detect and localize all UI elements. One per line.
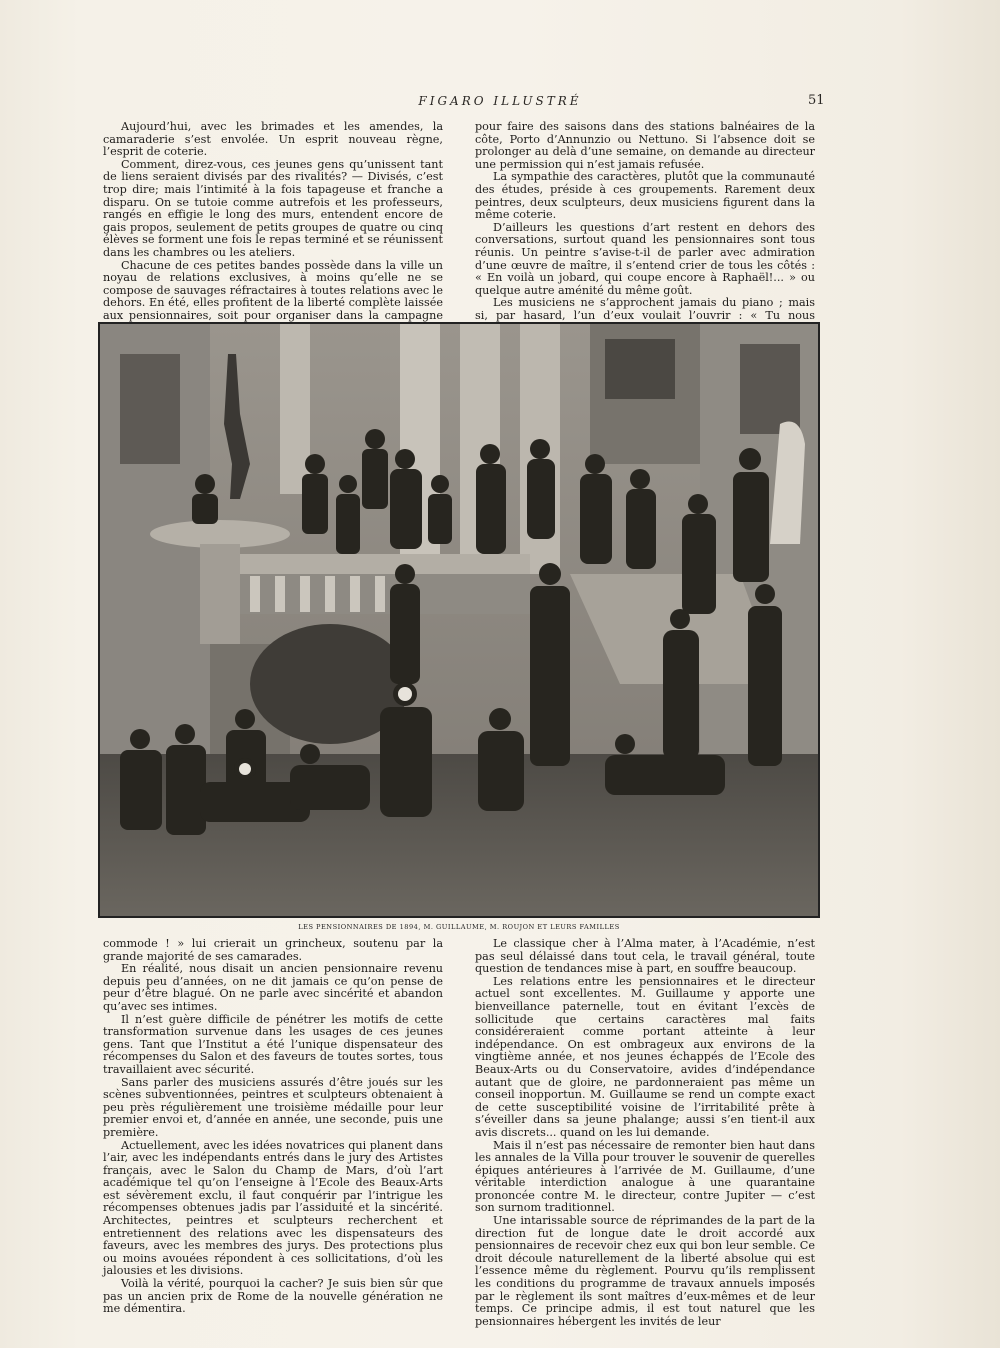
- paragraph: D’ailleurs les questions d’art restent en dehors des conversations, surtout quand les pensionnaires sont tous réunis. Un peintre s’avise-t-il de parler avec admiration d’une œuvre de maître, il s’entend crier de tous les côtés : « En voilà un jobard, qui coupe encore à Raphaël!... » ou quelque autre aménité du même goût.: [475, 220, 815, 297]
- paragraph: Les musiciens ne s’approchent jamais du piano ; mais si, par hasard, l’un d’eux voulait l’ouvrir : « Tu nous: [475, 296, 815, 322]
- paragraph: Comment, direz-vous, ces jeunes gens qu’unissent tant de liens seraient divisés par des rivalités? — Divisés, c’est trop dire; mais l’intimité à la fois tapageuse et franche a disparu. On se tutoie comme autrefois et les professeurs, rangés en effigie le long des murs, entendent encore de gais propos, seulement de petits groupes de quatre ou cinq élèves se forment une fois le repas terminé et se réunissent dans les chambres ou les ateliers.: [103, 157, 443, 259]
- paragraph: La sympathie des caractères, plutôt que la communauté des études, préside à ces groupements. Rarement deux peintres, deux sculpteurs, deux musiciens figurent dans la même coterie.: [475, 170, 815, 222]
- column-top-left: [103, 121, 443, 348]
- column-top-right: [475, 121, 815, 335]
- column-bottom-right: [475, 938, 815, 1328]
- paragraph: Sans parler des musiciens assurés d’être joués sur les scènes subventionnées, peintres et sculpteurs obtenaient à peu près régulièrement une troisième médaille pour leur premier envoi et, d’année en année, une seconde, puis une première.: [103, 1075, 443, 1139]
- group-photograph: [98, 322, 820, 918]
- photograph-illustration: [100, 324, 818, 916]
- paragraph: Il n’est guère difficile de pénétrer les motifs de cette transformation survenue dans les usages de ces jeunes gens. Tant que l’Institut a été l’unique dispensateur des récompenses du Salon et des faveurs de toutes sortes, tous travaillaient avec sécurité.: [103, 1012, 443, 1076]
- paragraph: Chacune de ces petites bandes possède dans la ville un noyau de relations exclusives, à moins qu’elle ne se compose de sauvages réfractaires à toutes relations avec le dehors. En été, elles profitent de la liberté complète laissée aux pensionnaires, soit pour organiser dans la campagne: [103, 258, 443, 322]
- paragraph: Voilà la vérité, pourquoi la cacher? Je suis bien sûr que pas un ancien prix de Rome de la nouvelle génération ne me démentira.: [103, 1277, 443, 1316]
- page-header-title: FIGARO ILLUSTRÉ: [418, 94, 582, 108]
- column-bottom-left: [103, 938, 443, 1316]
- paragraph: Une intarissable source de réprimandes de la part de la direction fut de longue date le droit accordé aux pensionnaires de recevoir chez eux qui bon leur semble. Ce droit découle naturellement de la liberté absolue qui est l’essence même du règlement. Pourvu qu’ils remplissent les conditions du programme de travaux annuels imposés par le règlement ils sont maîtres d’eux-mêmes et de leur temps. Ce principe admis, il est tout naturel que les pensionnaires hébergent les invités de leur: [475, 1214, 815, 1328]
- paragraph: Actuellement, avec les idées novatrices qui planent dans l’air, avec les indépendants entrés dans le jury des Artistes français, avec le Salon du Champ de Mars, d’où l’art académique tel qu’on l’enseigne à l’Ecole des Beaux-Arts est sévèrement exclu, il faut conquérir par l’intrigue les récompenses obtenues jadis par l’assiduité et la sincérité. Architectes, peintres et sculpteurs recherchent et entretiennent des relations avec les dispensateurs des faveurs, avec les membres des jurys. Des protections plus ou moins avouées répondent à ces sollicitations, d’où les jalousies et les divisions.: [103, 1138, 444, 1278]
- paragraph: Les relations entre les pensionnaires et le directeur actuel sont excellentes. M. Guillaume y apporte une bienveillance paternelle, tout en évitant l’excès de sollicitude que certains caractères mal faits considéreraient comme portant atteinte à leur indépendance. On est ombrageux aux environs de la vingtième année, et nos jeunes échappés de l’Ecole des Beaux-Arts ou du Conservatoire, avides d’indépendance autant que de gloire, ne pardonneraient pas même un conseil inopportun. M. Guillaume se rend un compte exact de cette susceptibilité voisine de l’irritabilité prête à s’éveiller dans sa jeune phalange; aussi s’en tient-il aux avis discrets... quand on les lui demande.: [475, 974, 815, 1139]
- paragraph: pour faire des saisons dans des stations balnéaires de la côte, Porto d’Annunzio ou Nettuno. Si l’absence doit se prolonger au delà d’une semaine, on demande au directeur une permission qui n’est jamais refusée.: [475, 120, 815, 171]
- page-number: 51: [808, 93, 825, 108]
- photo-caption: LES PENSIONNAIRES DE 1894, M. GUILLAUME, M. ROUJON ET LEURS FAMILLES: [298, 923, 620, 931]
- paragraph: commode ! » lui crierait un grincheux, soutenu par la grande majorité de ses camarades.: [103, 937, 443, 963]
- paragraph: Le classique cher à l’Alma mater, à l’Académie, n’est pas seul délaissé dans tout cela, le travail général, toute question de tendances mise à part, en souffre beaucoup.: [475, 937, 815, 976]
- paragraph: Mais il n’est pas nécessaire de remonter bien haut dans les annales de la Villa pour trouver le souvenir de querelles épiques antérieures à l’arrivée de M. Guillaume, d’une véritable interdiction analogue à une quarantaine prononcée contre M. le directeur, contre Jupiter — c’est son surnom traditionnel.: [475, 1138, 815, 1215]
- paragraph: Aujourd’hui, avec les brimades et les amendes, la camaraderie s’est envolée. Un esprit nouveau règne, l’esprit de coterie.: [103, 120, 443, 159]
- paragraph: En réalité, nous disait un ancien pensionnaire revenu depuis peu d’années, on ne dit jamais ce qu’on pense de peur d’être blagué. On ne parle avec sincérité et abandon qu’avec ses intimes.: [103, 962, 443, 1013]
